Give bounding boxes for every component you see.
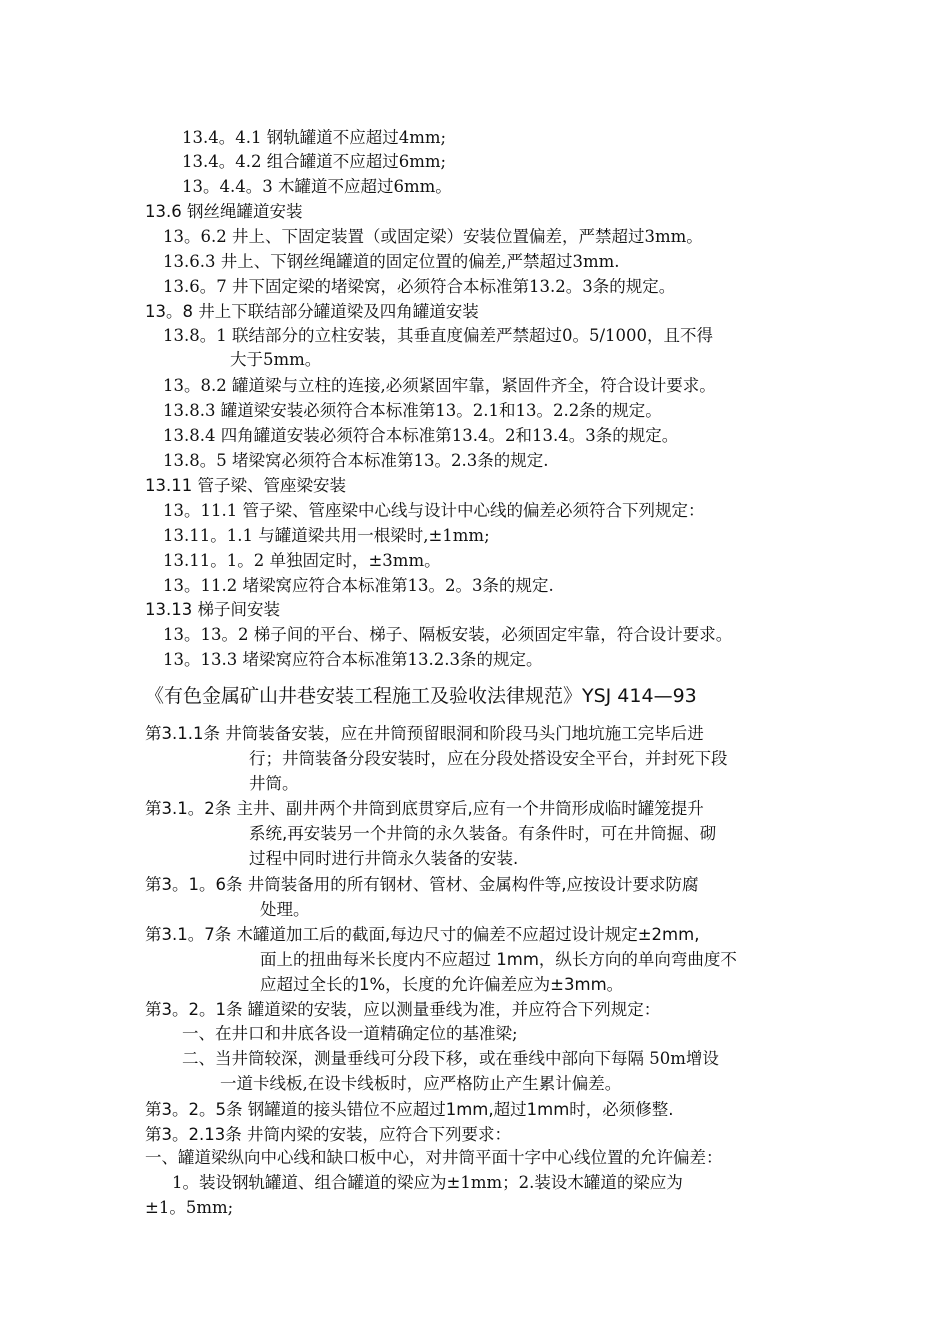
text-line: 13。4.4。3 木罐道不应超过6mm。	[182, 177, 452, 196]
text-line: 13.8.4 四角罐道安装必须符合本标准第13.4。2和13.4。3条的规定。	[163, 426, 679, 445]
clause-line: 面上的扭曲每米长度内不应超过 1mm，纵长方向的单向弯曲度不	[260, 950, 737, 969]
text-line: ±1。5mm;	[145, 1198, 234, 1217]
section-heading: 13。8 井上下联结部分罐道梁及四角罐道安装	[145, 302, 479, 321]
clause-line: 第3。1。6条 井筒装备用的所有钢材、管材、金属构件等,应按设计要求防腐	[145, 875, 699, 894]
text-line: 一、罐道梁纵向中心线和缺口板中心，对井筒平面十字中心线位置的允许偏差：	[145, 1148, 723, 1167]
text-line: 13.4。4.2 组合罐道不应超过6mm;	[182, 152, 447, 171]
text-line: 13.8。5 堵梁窝必须符合本标准第13。2.3条的规定.	[163, 451, 549, 470]
text-line: 13。13.3 堵梁窝应符合本标准第13.2.3条的规定。	[163, 650, 543, 669]
text-line: 1。装设钢轨罐道、组合罐道的梁应为±1mm；2.装设木罐道的梁应为	[172, 1173, 683, 1192]
section-heading: 13.6 钢丝绳罐道安装	[145, 202, 303, 221]
text-line: 13。11.2 堵梁窝应符合本标准第13。2。3条的规定.	[163, 576, 554, 595]
clause-line: 第3.1.1条 井筒装备安装，应在井筒预留眼洞和阶段马头门地坑施工完毕后进	[145, 724, 704, 743]
text-line: 13.8。1 联结部分的立柱安装，其垂直度偏差严禁超过0。5/1000，且不得	[163, 326, 714, 345]
text-line: 一道卡线板,在设卡线板时，应严格防止产生累计偏差。	[220, 1074, 622, 1093]
clause-line: 系统,再安装另一个井筒的永久装备。有条件时，可在井筒掘、砌	[249, 824, 717, 843]
clause-line: 过程中同时进行井筒永久装备的安装.	[249, 849, 519, 868]
clause-line: 行；井筒装备分段安装时，应在分段处搭设安全平台，并封死下段	[249, 749, 728, 768]
clause-line: 第3。2.13条 井筒内梁的安装，应符合下列要求：	[145, 1125, 511, 1144]
text-line: 13.11。1。2 单独固定时，±3mm。	[163, 551, 441, 570]
clause-line: 井筒。	[249, 774, 299, 793]
text-line: 13。8.2 罐道梁与立柱的连接,必须紧固牢靠，紧固件齐全，符合设计要求。	[163, 376, 716, 395]
clause-line: 第3.1。7条 木罐道加工后的截面,每边尺寸的偏差不应超过设计规定±2mm,	[145, 925, 700, 944]
clause-line: 第3。2。1条 罐道梁的安装，应以测量垂线为准，并应符合下列规定：	[145, 1000, 661, 1019]
text-line: 13。13。2 梯子间的平台、梯子、隔板安装，必须固定牢靠，符合设计要求。	[163, 625, 733, 644]
text-line: 13.8.3 罐道梁安装必须符合本标准第13。2.1和13。2.2条的规定。	[163, 401, 662, 420]
text-line: 13.4。4.1 钢轨罐道不应超过4mm;	[182, 128, 447, 147]
clause-line: 第3.1。2条 主井、副井两个井筒到底贯穿后,应有一个井筒形成临时罐笼提升	[145, 799, 704, 818]
text-line: 13.11。1.1 与罐道梁共用一根梁时,±1mm;	[163, 526, 490, 545]
clause-line: 第3。2。5条 钢罐道的接头错位不应超过1mm,超过1mm时，必须修整.	[145, 1100, 674, 1119]
section-heading: 13.13 梯子间安装	[145, 600, 280, 619]
text-line: 13.6.3 井上、下钢丝绳罐道的固定位置的偏差,严禁超过3mm.	[163, 252, 620, 271]
text-line: 13。11.1 管子梁、管座梁中心线与设计中心线的偏差必须符合下列规定：	[163, 501, 705, 520]
text-line: 二、当井筒较深，测量垂线可分段下移，或在垂线中部向下每隔 50m增设	[182, 1049, 719, 1068]
text-line: 13。6.2 井上、下固定装置（或固定梁）安装位置偏差，严禁超过3mm。	[163, 227, 703, 246]
clause-line: 处理。	[260, 900, 310, 919]
text-line: 13.6。7 井下固定梁的堵梁窝，必须符合本标准第13.2。3条的规定。	[163, 277, 676, 296]
section-heading: 13.11 管子梁、管座梁安装	[145, 476, 346, 495]
document-title: 《有色金属矿山井巷安装工程施工及验收法律规范》YSJ 414—93	[145, 685, 697, 707]
clause-line: 应超过全长的1%，长度的允许偏差应为±3mm。	[260, 975, 624, 994]
text-line: 一、在井口和井底各设一道精确定位的基准梁;	[182, 1024, 518, 1043]
text-line: 大于5mm。	[230, 350, 322, 369]
